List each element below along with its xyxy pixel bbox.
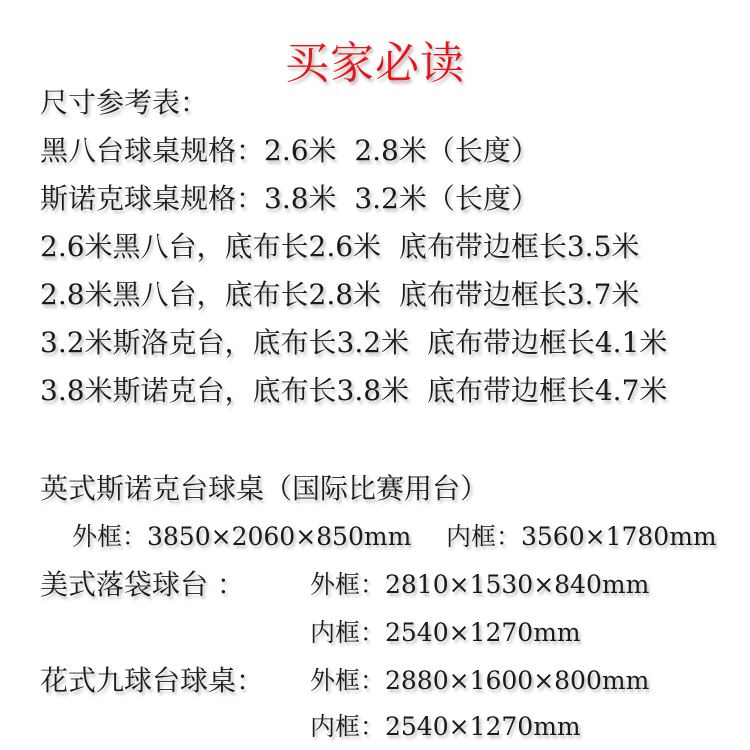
american-pocket-outer: 外框：2810×1530×840mm xyxy=(310,570,650,599)
english-snooker-inner: 内框：3560×1780mm xyxy=(446,522,717,551)
page-title: 买家必读 xyxy=(285,38,465,89)
english-snooker-dimensions xyxy=(72,520,717,554)
size-line-snooker-spec: 斯诺克球桌规格：3.8米 3.2米（长度） xyxy=(40,182,539,215)
english-snooker-label: 英式斯诺克台球桌（国际比赛用台） xyxy=(40,472,489,505)
english-snooker-outer: 外框：3850×2060×850mm xyxy=(72,522,412,551)
size-line-snooker-38: 3.8米斯诺克台，底布长3.8米 底布带边框长4.7米 xyxy=(40,374,668,407)
size-line-black8-26: 2.6米黑八台，底布长2.6米 底布带边框长3.5米 xyxy=(40,230,640,263)
size-line-snooker-32: 3.2米斯洛克台，底布长3.2米 底布带边框长4.1米 xyxy=(40,326,668,359)
fancy-nine-ball-outer: 外框：2880×1600×800mm xyxy=(310,666,650,695)
size-line-black8-28: 2.8米黑八台，底布长2.8米 底布带边框长3.7米 xyxy=(40,278,640,311)
fancy-nine-ball-label: 花式九球台球桌： xyxy=(40,664,265,697)
american-pocket-label: 美式落袋球台 ： xyxy=(40,568,245,601)
american-pocket-inner: 内框：2540×1270mm xyxy=(310,618,581,647)
size-line-black8-spec: 黑八台球桌规格：2.6米 2.8米（长度） xyxy=(40,134,539,167)
fancy-nine-ball-inner: 内框：2540×1270mm xyxy=(310,712,581,741)
size-table-heading: 尺寸参考表： xyxy=(40,86,209,119)
